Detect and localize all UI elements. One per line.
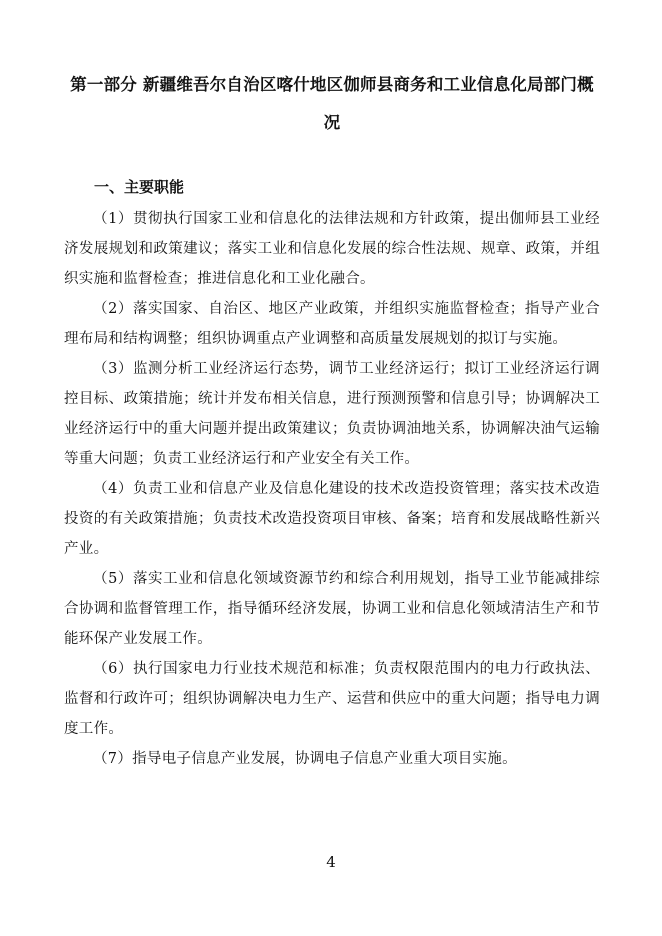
paragraph-1: （1）贯彻执行国家工业和信息化的法律法规和方针政策，提出伽师县工业经济发展规划和政策建议；落实工业和信息化发展的综合性法规、规章、政策，并组织实施和监督检查；推进信息化和工业化融合。 (64, 211, 600, 287)
paragraph-5: （5）落实工业和信息化领域资源节约和综合利用规划，指导工业节能减排综合协调和监督管理工作，指导循环经济发展，协调工业和信息化领域清洁生产和节能环保产业发展工作。 (64, 571, 600, 647)
page-number: 4 (326, 853, 336, 871)
paragraph-6: （6）执行国家电力行业技术规范和标准；负责权限范围内的电力行政执法、监督和行政许可；组织协调解决电力生产、运营和供应中的重大问题；指导电力调度工作。 (64, 661, 600, 737)
section-heading: 一、主要职能 (94, 178, 185, 196)
paragraph-7: （7）指导电子信息产业发展，协调电子信息产业重大项目实施。 (93, 751, 517, 767)
body-text (64, 204, 600, 774)
paragraph-3: （3）监测分析工业经济运行态势，调节工业经济运行；拟订工业经济运行调控目标、政策措施；统计并发布相关信息，进行预测预警和信息引导；协调解决工业经济运行中的重大问题并提出政策建议；负责协调油地关系，协调解决油气运输等重大问题；负责工业经济运行和产业安全有关工作。 (64, 361, 600, 467)
paragraph-4: （4）负责工业和信息产业及信息化建设的技术改造投资管理；落实技术改造投资的有关政策措施；负责技术改造投资项目审核、备案；培育和发展战略性新兴产业。 (64, 481, 600, 557)
paragraph-2: （2）落实国家、自治区、地区产业政策，并组织实施监督检查；指导产业合理布局和结构调整；组织协调重点产业调整和高质量发展规划的拟订与实施。 (64, 301, 600, 347)
page-title: 第一部分 新疆维吾尔自治区喀什地区伽师县商务和工业信息化局部门概况 (70, 75, 594, 132)
